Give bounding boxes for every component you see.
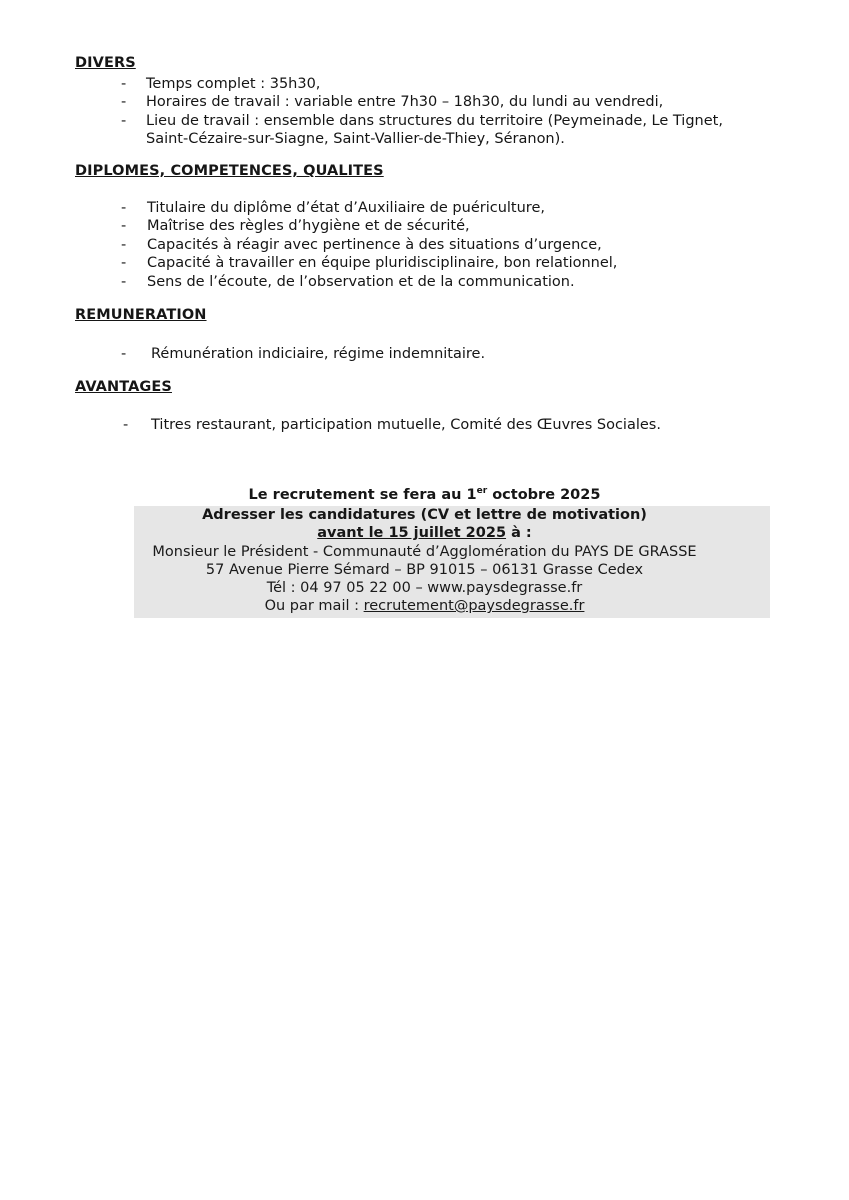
list-item-text: Horaires de travail : variable entre 7h30 – 18h30, du lundi au vendredi, — [146, 94, 664, 111]
list-item-text: Titulaire du diplôme d’état d’Auxiliaire de puériculture, — [147, 200, 545, 216]
remuneration-list — [121, 345, 485, 363]
list-item-text: Sens de l’écoute, de l’observation et de la communication. — [147, 273, 575, 290]
list-dash: - — [121, 273, 127, 290]
email-prefix: Ou par mail : — [264, 598, 364, 614]
list-dash: - — [121, 236, 127, 253]
recruitment-date-sup: er — [476, 486, 488, 497]
deadline-suffix: à : — [506, 525, 532, 541]
section-title-remuneration: REMUNERATION — [75, 307, 207, 323]
list-item — [121, 236, 617, 254]
list-item — [121, 254, 617, 272]
phone-web-line: Tél : 04 97 05 22 00 – www.paysdegrasse.fr — [266, 580, 583, 596]
email-link[interactable]: recrutement@paysdegrasse.fr — [363, 598, 585, 614]
recruitment-date-prefix: Le recrutement se fera au 1 — [248, 487, 477, 503]
list-dash: - — [121, 218, 127, 235]
application-instruction: Adresser les candidatures (CV et lettre de motivation) — [202, 507, 647, 523]
deadline-date: avant le 15 juillet 2025 — [317, 525, 507, 541]
list-item — [121, 345, 485, 363]
list-dash: - — [123, 417, 129, 433]
list-item-continuation — [121, 130, 723, 148]
list-dash: - — [121, 346, 127, 362]
competences-list — [121, 199, 617, 291]
list-item-text: Temps complet : 35h30, — [146, 76, 321, 92]
list-item — [123, 416, 661, 434]
list-item-text: Lieu de travail : ensemble dans structures du territoire (Peymeinade, Le Tignet, — [146, 112, 723, 129]
list-item — [121, 273, 617, 291]
list-dash: - — [121, 76, 127, 92]
section-title-divers: DIVERS — [75, 55, 136, 71]
list-item-text: Titres restaurant, participation mutuelle, Comité des Œuvres Sociales. — [151, 417, 661, 433]
addressee-line: Monsieur le Président - Communauté d’Agglomération du PAYS DE GRASSE — [152, 544, 697, 560]
list-dash: - — [121, 255, 127, 272]
email-line — [0, 598, 849, 614]
list-item — [121, 75, 723, 93]
list-item — [121, 112, 723, 130]
recruitment-date — [0, 487, 849, 503]
section-title-competences: DIPLOMES, COMPETENCES, QUALITES — [75, 163, 384, 179]
list-item-text: Maîtrise des règles d’hygiène et de sécurité, — [147, 218, 470, 235]
list-item — [121, 199, 617, 217]
recruitment-date-suffix: octobre 2025 — [487, 487, 601, 503]
list-item — [121, 217, 617, 235]
address-line: 57 Avenue Pierre Sémard – BP 91015 – 06131 Grasse Cedex — [205, 562, 644, 578]
list-item-text: Capacité à travailler en équipe pluridisciplinaire, bon relationnel, — [147, 255, 618, 272]
list-item-text: Rémunération indiciaire, régime indemnitaire. — [151, 346, 486, 362]
list-item-text: Capacités à réagir avec pertinence à des situations d’urgence, — [147, 236, 602, 253]
section-title-avantages: AVANTAGES — [75, 379, 172, 395]
list-dash: - — [121, 94, 127, 111]
application-deadline — [0, 525, 849, 541]
list-item — [121, 93, 723, 111]
list-item-text: Saint-Cézaire-sur-Siagne, Saint-Vallier-de-Thiey, Séranon). — [146, 131, 565, 148]
divers-list — [121, 75, 723, 149]
list-dash: - — [121, 112, 127, 129]
avantages-list — [123, 416, 661, 434]
list-dash: - — [121, 200, 127, 216]
